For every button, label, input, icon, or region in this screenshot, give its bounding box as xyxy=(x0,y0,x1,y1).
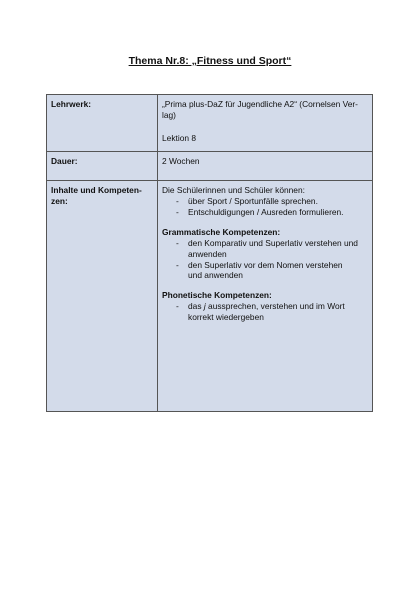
lehrwerk-label: Lehrwerk: xyxy=(47,95,158,152)
book-title-line2: lag) xyxy=(162,109,176,120)
grammar-item1-line2: anwenden xyxy=(188,248,227,259)
inhalte-label xyxy=(47,181,158,412)
lesson-plan-table xyxy=(46,94,373,412)
book-title xyxy=(162,99,368,121)
competence-intro: Die Schülerinnen und Schüler können: xyxy=(162,185,305,195)
lesson-number: Lektion 8 xyxy=(162,132,196,143)
list-item xyxy=(176,301,368,323)
grammar-item2-line2: und anwenden xyxy=(188,270,243,281)
phonetic-letter: j xyxy=(203,301,206,312)
table-row-inhalte xyxy=(47,181,373,412)
inhalte-label-line2: zen: xyxy=(51,195,68,206)
list-item xyxy=(176,238,368,260)
dauer-label: Dauer: xyxy=(47,152,158,181)
grammar-item1-line1: den Komparativ und Superlativ verstehen und xyxy=(188,237,358,248)
inhalte-label-line1: Inhalte und Kompeten- xyxy=(51,185,142,195)
page-title: Thema Nr.8: „Fitness und Sport“ xyxy=(128,55,292,67)
grammar-competence-list xyxy=(162,238,368,282)
phonetic-post: aussprechen, verstehen und im Wort xyxy=(205,301,345,312)
grammar-item2-line1: den Superlativ vor dem Nomen verstehen xyxy=(188,259,343,270)
phonetic-heading: Phonetische Kompetenzen: xyxy=(162,290,272,301)
book-title-line1: „Prima plus-DaZ für Jugendliche A2“ (Cornelsen Ver- xyxy=(162,99,358,109)
phonetic-pre: das xyxy=(188,301,204,312)
list-item: - Entschuldigungen / Ausreden formulieren. xyxy=(176,207,368,218)
dauer-value: 2 Wochen xyxy=(158,152,373,181)
table-row-lehrwerk xyxy=(47,95,373,152)
lehrwerk-value xyxy=(158,95,373,152)
phonetic-competence-list xyxy=(162,301,368,323)
general-competence-list xyxy=(162,196,368,218)
table-row-dauer xyxy=(47,152,373,181)
list-item: - über Sport / Sportunfälle sprechen. xyxy=(176,196,368,207)
phonetic-line2: korrekt wiedergeben xyxy=(188,312,264,323)
inhalte-value xyxy=(158,181,373,412)
list-item xyxy=(176,260,368,282)
grammar-heading: Grammatische Kompetenzen: xyxy=(162,226,281,237)
